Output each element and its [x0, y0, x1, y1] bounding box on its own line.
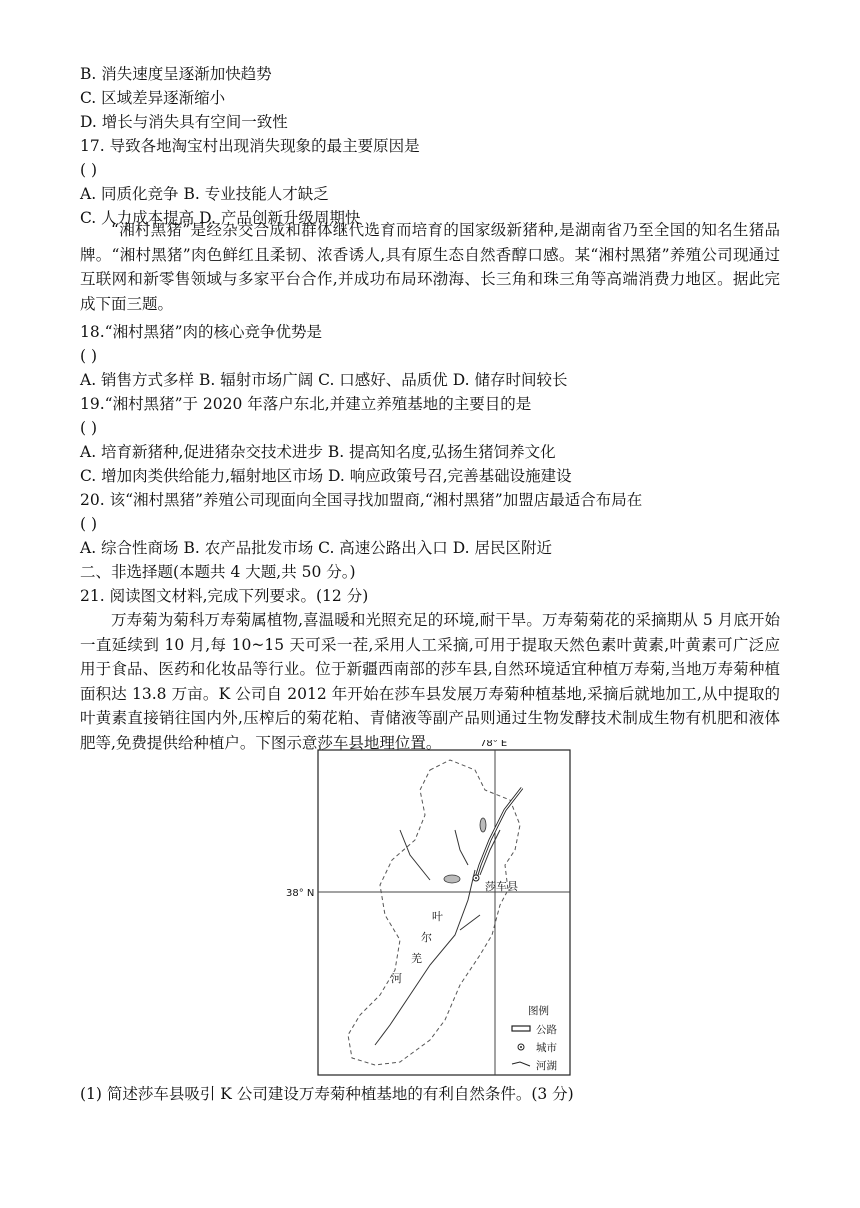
latitude-label: 38° N: [286, 888, 315, 899]
shache-location-map: [280, 740, 580, 1080]
question-21: 21. 阅读图文材料,完成下列要求。(12 分): [80, 587, 369, 605]
yarkant-river: [375, 870, 475, 1045]
options-17-ab: A. 同质化竞争 B. 专业技能人才缺乏: [80, 185, 329, 203]
options-18: A. 销售方式多样 B. 辐射市场广阔 C. 口感好、品质优 D. 储存时间较长: [80, 371, 568, 389]
river-char-4: 河: [391, 972, 402, 985]
answer-bracket-17: ( ): [80, 161, 98, 179]
pig-passage: “湘村黑猪”是经杂交合成和群体继代选育而培育的国家级新猪种,是湖南省乃至全国的知名生猪品牌。“湘村黑猪”肉色鲜红且柔韧、浓香诱人,具有原生态自然香醇口感。某“湘村黑猪”养殖公司现通过互联网和新零售领域与多家平台合作,并成功布局环渤海、长三角和珠三角等高端消费力地区。据此完成下面三题。: [80, 221, 780, 313]
question-20: 20. 该“湘村黑猪”养殖公司现面向全国寻找加盟商,“湘村黑猪”加盟店最适合布局在: [80, 491, 643, 509]
options-19-cd: C. 增加肉类供给能力,辐射地区市场 D. 响应政策号召,完善基础设施建设: [80, 467, 572, 485]
question-18: 18.“湘村黑猪”肉的核心竞争优势是: [80, 323, 322, 341]
answer-bracket-19: ( ): [80, 419, 98, 437]
answer-bracket-18: ( ): [80, 347, 98, 365]
marigold-passage: 万寿菊为菊科万寿菊属植物,喜温暖和光照充足的环境,耐干旱。万寿菊菊花的采摘期从 5 月底开始一直延续到 10 月,每 10~15 天可采一茬,采用人工采摘,可用于提取天然色素叶黄素,叶黄素可广泛应用于食品、医药和化妆品等行业。位于新疆西南部的莎车县,自然环境适宜种植万寿菊,当地万寿菊种植面积达 13.8 万亩。K 公司自 2012 年开始在莎车县发展万寿菊种植基地,采摘后就地加工,从中提取的叶黄素直接销往国内外,压榨后的菊花粕、青储液等副产品则通过生物发酵技术制成生物有机肥和液体肥等,免费提供给种植户。下图示意莎车县地理位置。: [80, 611, 780, 752]
river-char-2: 尔: [421, 931, 432, 944]
question-19: 19.“湘村黑猪”于 2020 年落户东北,并建立养殖基地的主要目的是: [80, 395, 532, 413]
river-char-1: 叶: [432, 910, 443, 923]
legend-city-label: 城市: [536, 1042, 557, 1054]
options-20: A. 综合性商场 B. 农产品批发市场 C. 高速公路出入口 D. 居民区附近: [80, 539, 552, 557]
option-b-q16: B. 消失速度呈逐渐加快趋势: [80, 65, 272, 83]
options-17-cd: C. 人力成本提高 D. 产品创新升级周期快: [80, 209, 361, 227]
question-21-1: (1) 简述莎车县吸引 K 公司建设万寿菊种植基地的有利自然条件。(3 分): [80, 1085, 574, 1103]
lake-west: [444, 875, 460, 883]
legend-road-label: 公路: [536, 1024, 557, 1036]
option-d-q16: D. 增长与消失具有空间一致性: [80, 113, 288, 131]
option-c-q16: C. 区域差异逐渐缩小: [80, 89, 226, 107]
legend-river-label: 河湖: [536, 1060, 557, 1072]
legend-river-symbol: [512, 1062, 530, 1066]
section-heading: 二、非选择题(本题共 4 大题,共 50 分。): [80, 563, 356, 581]
lake-north: [480, 818, 486, 832]
question-17: 17. 导致各地淘宝村出现消失现象的最主要原因是: [80, 137, 420, 155]
legend-road-symbol: [512, 1026, 530, 1031]
longitude-label: 78° E: [480, 740, 508, 749]
map-frame: [318, 750, 570, 1075]
county-label: 莎车县: [485, 880, 518, 893]
river-char-3: 羌: [411, 952, 422, 965]
legend-title: 图例: [528, 1005, 549, 1017]
options-19-ab: A. 培育新猪种,促进猪杂交技术进步 B. 提高知名度,弘扬生猪饲养文化: [80, 443, 556, 461]
answer-bracket-20: ( ): [80, 515, 98, 533]
